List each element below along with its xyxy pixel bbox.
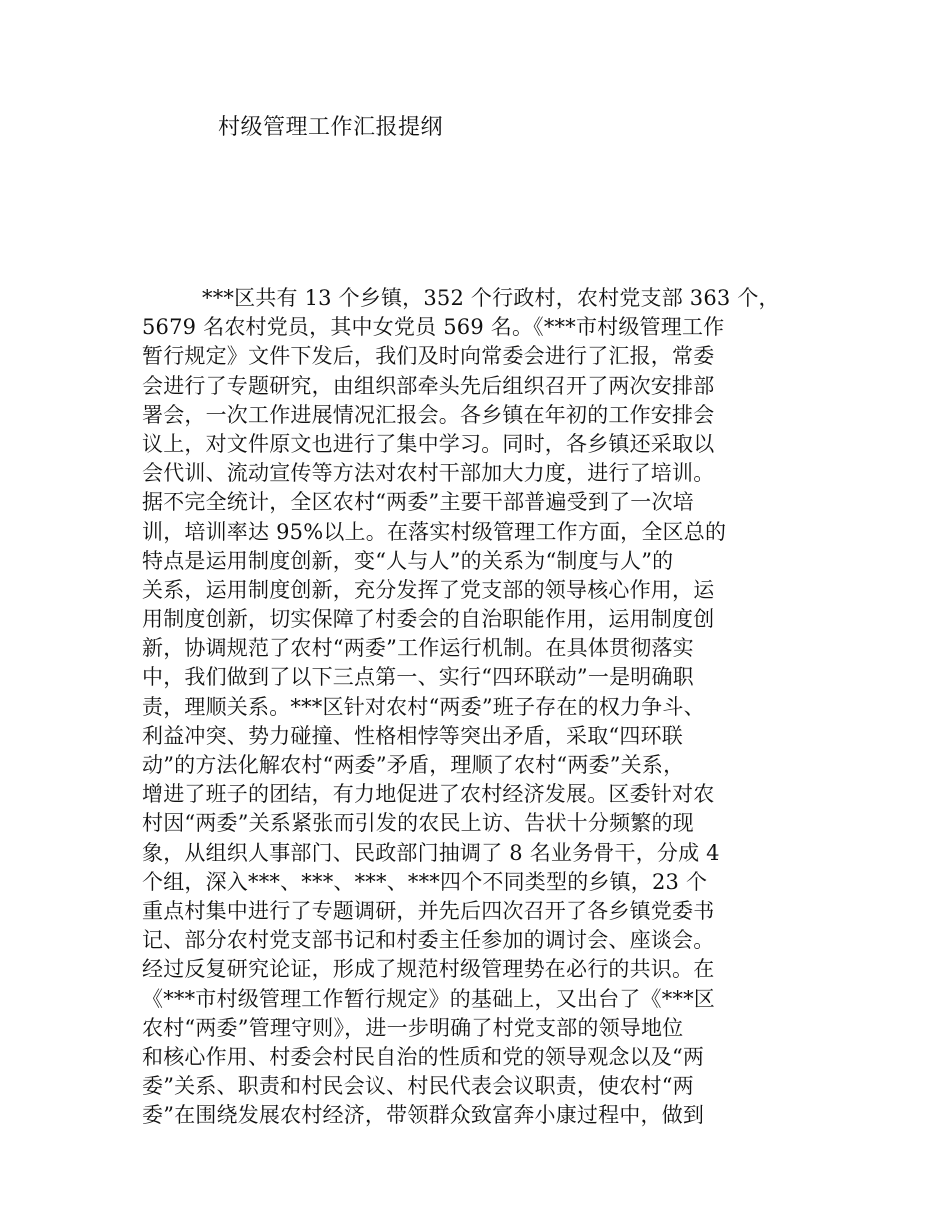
body-line: 议上，对文件原文也进行了集中学习。同时，各乡镇还采取以 bbox=[142, 431, 715, 456]
document-title: 村级管理工作汇报提纲 bbox=[218, 115, 444, 140]
body-line: 动”的方法化解农村“两委”矛盾，理顺了农村“两委”关系， bbox=[142, 753, 685, 777]
body-line: 利益冲突、势力碰撞、性格相悖等突出矛盾，采取“四环联 bbox=[142, 723, 683, 748]
body-line: 个组，深入***、***、***、***四个不同类型的乡镇，23 个 bbox=[142, 869, 708, 894]
body-line: 用制度创新，切实保障了村委会的自治职能作用，运用制度创 bbox=[142, 607, 715, 632]
body-line: 重点村集中进行了专题调研，并先后四次召开了各乡镇党委书 bbox=[142, 898, 715, 923]
body-line: 5679 名农村党员，其中女党员 569 名。《***市村级管理工作 bbox=[142, 315, 725, 340]
body-line: 暂行规定》文件下发后，我们及时向常委会进行了汇报，常委 bbox=[142, 344, 715, 369]
body-line: 会进行了专题研究，由组织部牵头先后组织召开了两次安排部 bbox=[142, 373, 715, 398]
body-line: 记、部分农村党支部书记和村委主任参加的调讨会、座谈会。 bbox=[142, 928, 715, 953]
body-line: 村因“两委”关系紧张而引发的农民上访、告状十分频繁的现 bbox=[142, 811, 694, 836]
body-line: 象，从组织人事部门、民政部门抽调了 8 名业务骨干，分成 4 bbox=[142, 840, 720, 865]
document-body bbox=[142, 284, 842, 1130]
body-line: 中，我们做到了以下三点第一、实行“四环联动”一是明确职 bbox=[142, 665, 694, 690]
body-line: 据不完全统计，全区农村“两委”主要干部普遍受到了一次培 bbox=[142, 490, 694, 515]
body-line: 会代训、流动宣传等方法对农村干部加大力度，进行了培训。 bbox=[142, 461, 715, 486]
body-line: 农村“两委”管理守则》，进一步明确了村党支部的领导地位 bbox=[142, 1015, 684, 1040]
body-line: 责，理顺关系。***区针对农村“两委”班子存在的权力争斗、 bbox=[142, 694, 705, 719]
body-line: ***区共有 13 个乡镇，352 个行政村，农村党支部 363 个， bbox=[202, 286, 780, 310]
body-line: 《***市村级管理工作暂行规定》的基础上，又出台了《***区 bbox=[142, 986, 715, 1011]
body-line: 署会，一次工作进展情况汇报会。各乡镇在年初的工作安排会 bbox=[142, 402, 715, 427]
body-line: 关系，运用制度创新，充分发挥了党支部的领导核心作用，运 bbox=[142, 577, 715, 602]
body-line: 增进了班子的团结，有力地促进了农村经济发展。区委针对农 bbox=[142, 782, 715, 807]
body-line: 特点是运用制度创新，变“人与人”的关系为“制度与人”的 bbox=[142, 548, 674, 573]
body-line: 和核心作用、村委会村民自治的性质和党的领导观念以及“两 bbox=[142, 1044, 705, 1069]
body-line: 训，培训率达 95%以上。在落实村级管理工作方面，全区总的 bbox=[142, 519, 727, 544]
body-line: 新，协调规范了农村“两委”工作运行机制。在具体贯彻落实 bbox=[142, 636, 694, 661]
body-line: 委”在围绕发展农村经济，带领群众致富奔小康过程中，做到 bbox=[142, 1103, 705, 1128]
body-line: 委”关系、职责和村民会议、村民代表会议职责，使农村“两 bbox=[142, 1074, 694, 1099]
body-line: 经过反复研究论证，形成了规范村级管理势在必行的共识。在 bbox=[142, 957, 715, 982]
